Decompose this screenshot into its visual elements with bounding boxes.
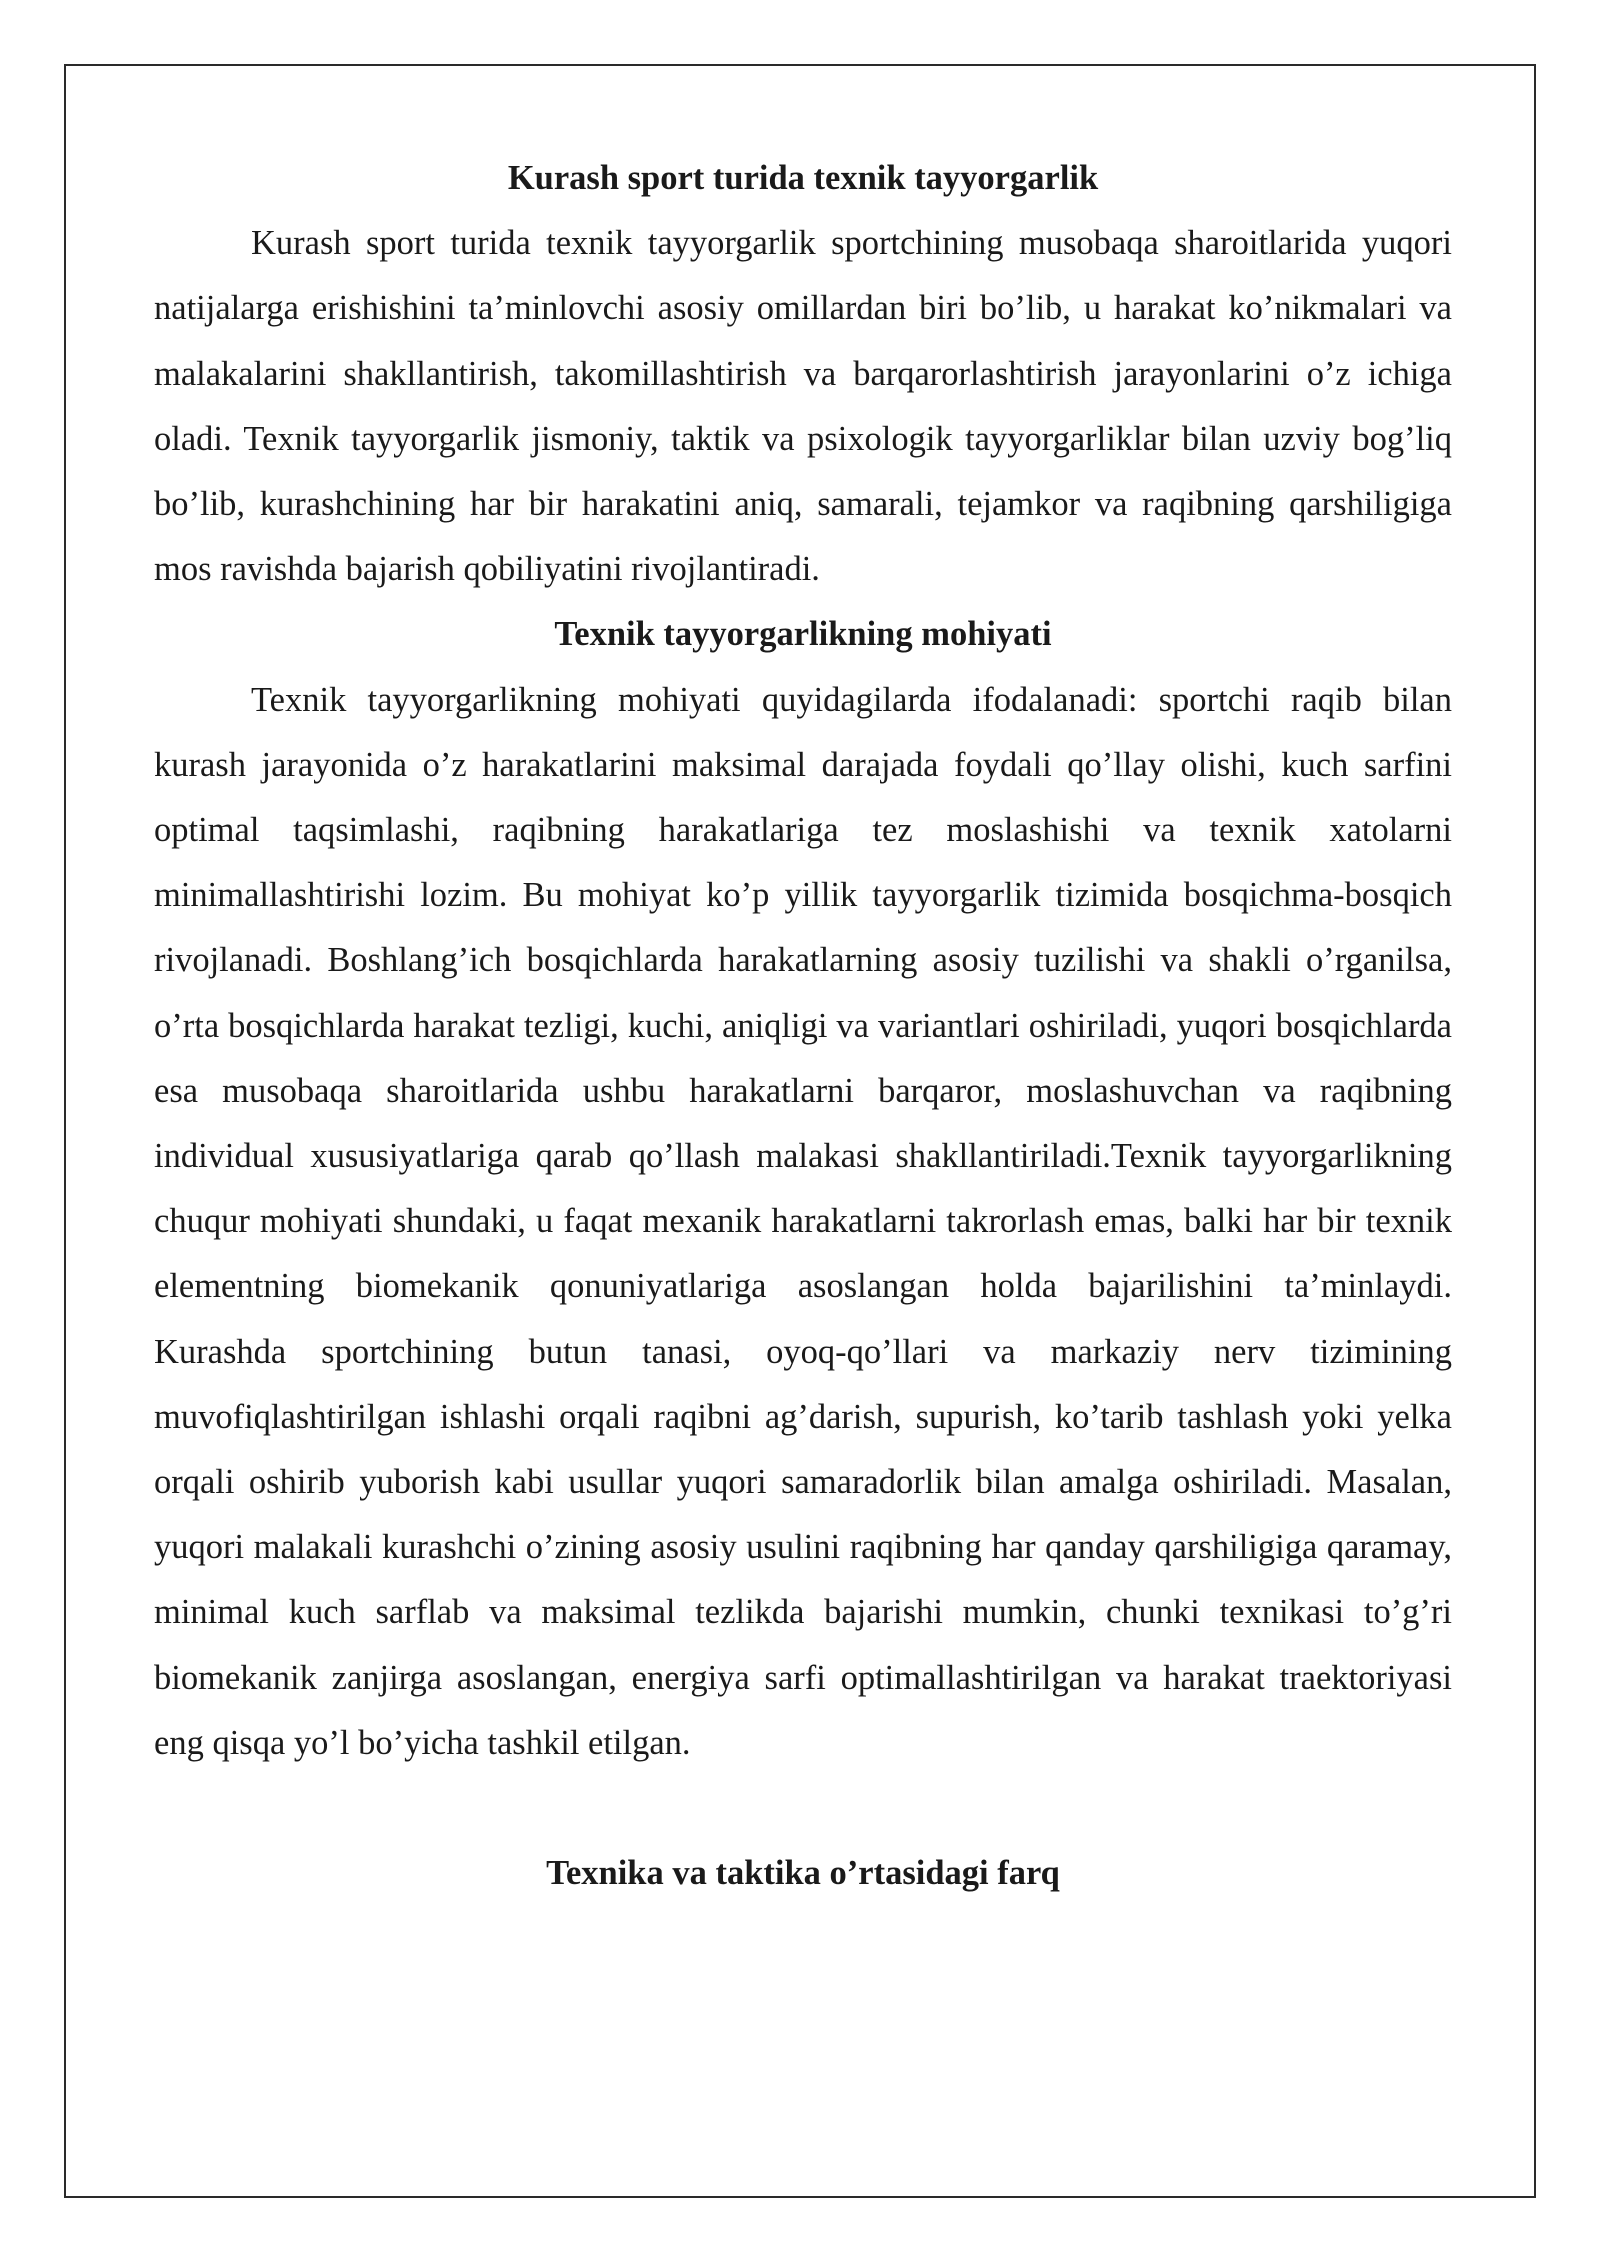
document-title: Kurash sport turida texnik tayyorgarlik (507, 159, 1099, 197)
paragraph-essence: Texnik tayyorgarlikning mohiyati quyidagilarda ifodalanadi: sportchi raqib bilan kurash jarayonida o’z harakatlarini maksimal darajada foydali qo’llay olishi, kuch sarfini optimal taqsimlashi, raqibning harakatlariga tez moslashishi va texnik xatolarni minimallashtirishi lozim. Bu mohiyat ko’p yillik tayyorgarlik tizimida bosqichma-bosqich rivojlanadi. Boshlang’ich bosqichlarda harakatlarning asosiy tuzilishi va shakli o’rganilsa, o’rta bosqichlarda harakat tezligi, kuchi, aniqligi va variantlari oshiriladi, yuqori bosqichlarda esa musobaqa sharoitlarida ushbu harakatlarni barqaror, moslashuvchan va raqibning individual xususiyatlariga qarab qo’llash malakasi shakllantiriladi.Texnik tayyorgarlikning chuqur mohiyati shundaki, u faqat mexanik harakatlarni takrorlash emas, balki har bir texnik elementning biomekanik qonuniyatlariga asoslangan holda bajarilishini ta’minlaydi. Kurashda sportchining butun tanasi, oyoq-qo’llari va markaziy nerv tizimining muvofiqlashtirilgan ishlashi orqali raqibni ag’darish, supurish, ko’tarib tashlash yoki yelka orqali oshirib yuborish kabi usullar yuqori samaradorlik bilan amalga oshiriladi. Masalan, yuqori malakali kurashchi o’zining asosiy usulini raqibning har qanday qarshiligiga qaramay, minimal kuch sarflab va maksimal tezlikda bajarishi mumkin, chunki texnikasi to’g’ri biomekanik zanjirga asoslangan, energiya sarfi optimallashtirilgan va harakat traektoriyasi eng qisqa yo’l bo’yicha tashkil etilgan. (154, 680, 1452, 1762)
section-heading-essence: Texnik tayyorgarlikning mohiyati (554, 615, 1052, 654)
blank-line (154, 1776, 1452, 1841)
paragraph-intro: Kurash sport turida texnik tayyorgarlik sportchining musobaqa sharoitlarida yuqori natijalarga erishishini ta’minlovchi asosiy omillardan biri bo’lib, u harakat ko’nikmalari va malakalarini shakllantirish, takomillashtirish va barqarorlashtirish jarayonlarini o’z ichiga oladi. Texnik tayyorgarlik jismoniy, taktik va psixologik tayyorgarliklar bilan uzviy bog’liq bo’lib, kurashchining har bir harakatini aniq, samarali, tejamkor va raqibning qarshiligiga mos ravishda bajarish qobiliyatini rivojlantiradi. (154, 224, 1452, 589)
section-heading-technique-vs-tactics: Texnika va taktika o’rtasidagi farq (546, 1854, 1060, 1893)
document-body (154, 146, 1452, 1906)
